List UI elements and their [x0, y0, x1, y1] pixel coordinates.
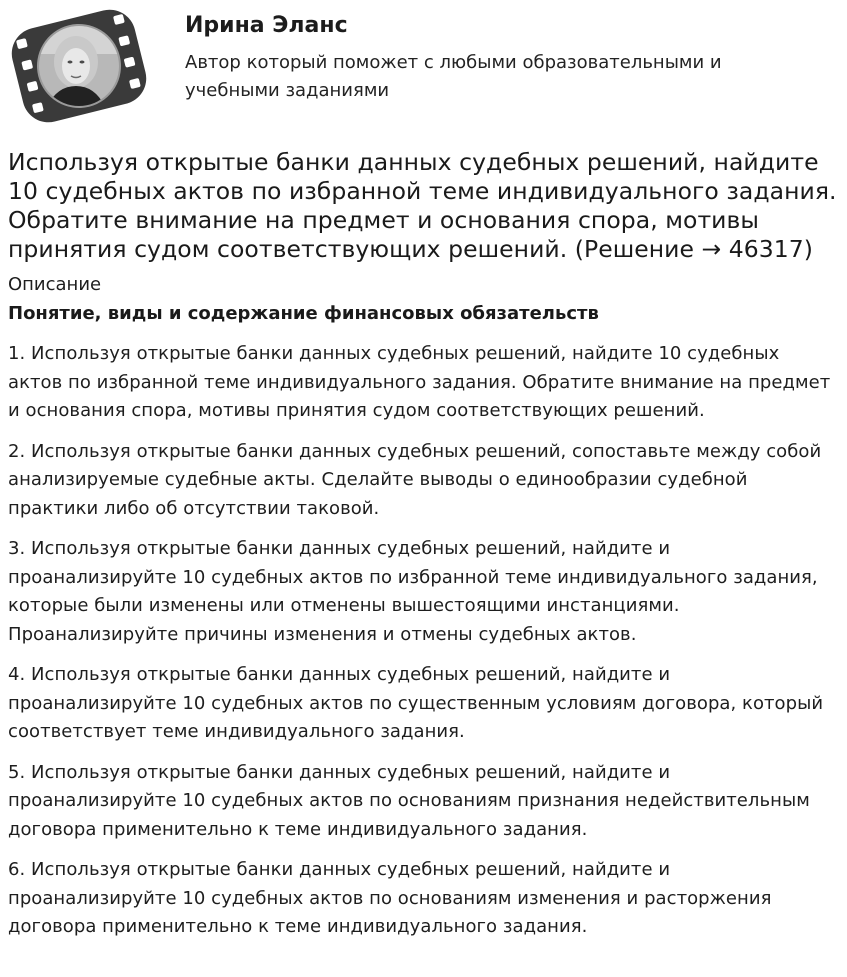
task-item: 5. Используя открытые банки данных судебных решений, найдите и проанализируйте 10 судебных актов по основаниям признания недействительным договора применительно к теме индивидуального задания. — [8, 761, 810, 840]
task-content — [0, 148, 847, 942]
task-title: Используя открытые банки данных судебных решений, найдите 10 судебных актов по избранной теме индивидуального задания. Обратите внимание на предмет и основания спора, мотивы принятия судом соответствующих решений. (Решение → 46317) — [8, 148, 837, 263]
author-avatar — [4, 4, 154, 128]
task-item: 3. Используя открытые банки данных судебных решений, найдите и проанализируйте 10 судебных актов по избранной теме индивидуального задания, которые были изменены или отменены вышестоящими инстанциями. Проанализируйте причины изменения и отмены судебных актов. — [8, 538, 818, 645]
task-list — [8, 340, 839, 942]
task-item: 2. Используя открытые банки данных судебных решений, сопоставьте между собой анализируемые судебные акты. Сделайте выводы о единообразии судебной практики либо об отсутствии таковой. — [8, 440, 822, 519]
author-description: Автор который поможет с любыми образовательными и учебными заданиями — [185, 52, 722, 101]
task-item: 6. Используя открытые банки данных судебных решений, найдите и проанализируйте 10 судебных актов по основаниям изменения и расторжения договора применительно к теме индивидуального задания. — [8, 859, 772, 937]
task-item: 1. Используя открытые банки данных судебных решений, найдите 10 судебных актов по избранной теме индивидуального задания. Обратите внимание на предмет и основания спора, мотивы принятия судом соответствующих решений. — [8, 343, 831, 421]
author-name: Ирина Эланс — [185, 13, 348, 38]
task-item: 4. Используя открытые банки данных судебных решений, найдите и проанализируйте 10 судебных актов по существенным условиям договора, который соответствует теме индивидуального задания. — [8, 664, 824, 742]
description-label: Описание — [8, 274, 102, 295]
subject-heading: Понятие, виды и содержание финансовых обязательств — [8, 303, 599, 324]
author-header — [0, 0, 847, 132]
